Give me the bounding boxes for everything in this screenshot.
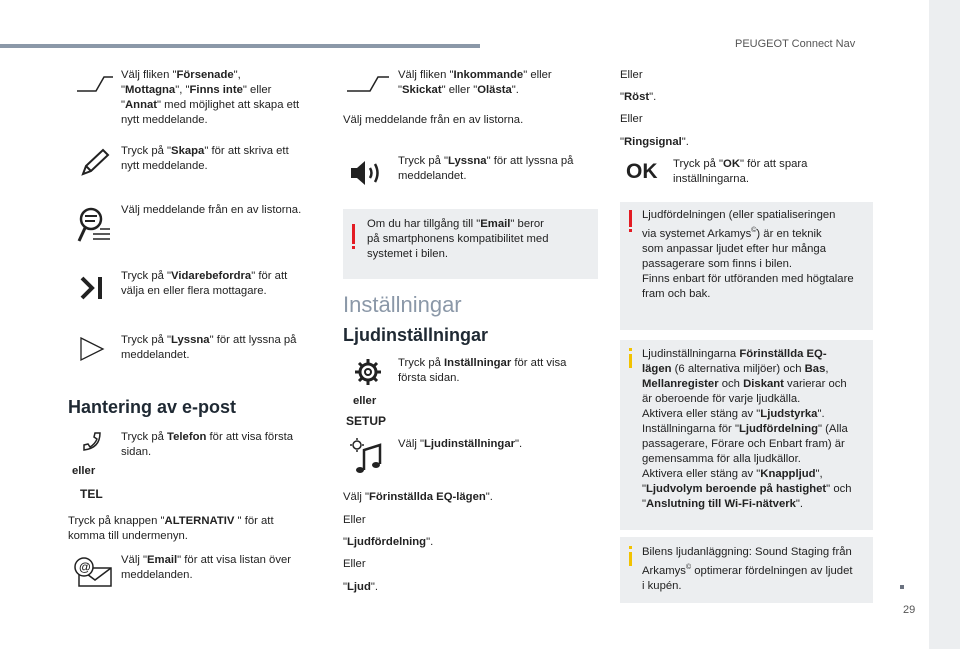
- svg-text:@: @: [79, 560, 91, 574]
- speaker-icon: [349, 158, 385, 188]
- col2-para-tabs: Välj fliken "Inkommande" eller "Skickat" eller "Olästa".: [398, 69, 552, 96]
- page-number: 29: [903, 604, 916, 616]
- tab-icon: [76, 74, 114, 94]
- warning-icon: [352, 224, 355, 244]
- tab-icon-2: [346, 74, 390, 94]
- col1-para-create: Tryck på "Skapa" för att skriva ett nytt meddelande.: [121, 145, 289, 172]
- col2-option-distribution: "Ljudfördelning".: [343, 536, 434, 548]
- tel-button-label: TEL: [80, 487, 103, 501]
- page-side-tab: [929, 0, 960, 649]
- note-arkamys-text: Ljudfördelningen (eller spatialiseringen via systemet Arkamys©) är en teknik som anpassar ljudet efter hur många passagerare som finns i bilen. Finns enbart för utföranden med högtalare fram och bak.: [642, 209, 854, 300]
- email-icon: [73, 556, 113, 588]
- col2-option-sound: "Ljud".: [343, 581, 379, 593]
- col1-para-tabs: Välj fliken "Försenade", "Mottagna", "Finns inte" eller "Annat" med möjlighet att skapa ett nytt meddelande.: [121, 69, 300, 126]
- or-text-1: Eller: [343, 514, 366, 526]
- header-rule: [0, 44, 480, 48]
- col1-para-listen: Tryck på "Lyssna" för att lyssna på meddelandet.: [121, 334, 297, 361]
- phone-icon: [80, 430, 104, 454]
- col1-para-phone: Tryck på Telefon för att visa första sidan.: [121, 431, 294, 458]
- note-email-text: Om du har tillgång till "Email" beror på smartphonens kompatibilitet med systemet i bilen.: [367, 218, 549, 260]
- note-email-compatibility: [343, 209, 598, 279]
- pencil-icon: [80, 148, 110, 176]
- or-label-2: eller: [353, 395, 377, 407]
- note-eq-text: Ljudinställningarna Förinställda EQ- lägen (6 alternativa miljöer) och Bas, Mellanregister och Diskant varierar och är oberoende för varje ljudkälla. Aktivera eller stäng av "Ljudstyrka". Inställningarna för "Ljudfördelning" (Alla passagerare, Förare och Enbart fram) är gemensamma för alla ljudkällor. Aktivera eller stäng av "Knappljud", "Ljudvolym beroende på hastighet" och "Anslutning till Wi-Fi-nätverk".: [642, 348, 852, 510]
- gear-icon: [354, 358, 382, 386]
- col2-para-listen: Tryck på "Lyssna" för att lyssna på meddelandet.: [398, 155, 574, 182]
- col2-para-settings: Tryck på Inställningar för att visa första sidan.: [398, 357, 567, 384]
- heading-settings: Inställningar: [343, 292, 462, 317]
- note-eq-settings: [620, 340, 873, 530]
- page-marker: [900, 585, 904, 589]
- info-icon-dot: [629, 348, 632, 351]
- or-label: eller: [72, 465, 96, 477]
- col1-para-email: Välj "Email" för att visa listan över meddelanden.: [121, 554, 292, 581]
- warning-icon-dot: [352, 246, 355, 249]
- heading-email: Hantering av e-post: [68, 397, 237, 417]
- info-icon: [629, 354, 632, 368]
- note-arkamys: [620, 202, 873, 330]
- info-icon-2-dot: [629, 546, 632, 549]
- col1-para-options: Tryck på knappen "ALTERNATIV " för att komma till undermenyn.: [68, 515, 274, 542]
- heading-sound-settings: Ljudinställningar: [343, 325, 489, 345]
- col3-option-voice: "Röst".: [620, 91, 657, 103]
- note-sound-staging-text: Bilens ljudanläggning: Sound Staging från Arkamys© optimerar fördelningen av ljudet i kupén.: [642, 546, 853, 592]
- col2-para-sound-settings: Välj "Ljudinställningar".: [398, 438, 523, 450]
- col2-para-select-message: Välj meddelande från en av listorna.: [343, 114, 524, 126]
- or-text-3: Eller: [620, 69, 643, 81]
- or-text-4: Eller: [620, 113, 643, 125]
- col1-para-select-message: Välj meddelande från en av listorna.: [121, 204, 302, 216]
- col3-para-ok: Tryck på "OK" för att spara inställningarna.: [673, 158, 808, 185]
- forward-icon: [80, 275, 108, 301]
- note-sound-staging: [620, 537, 873, 603]
- music-settings-icon: [350, 436, 384, 474]
- col2-para-eq: Välj "Förinställda EQ-lägen".: [343, 491, 493, 503]
- col1-para-forward: Tryck på "Vidarebefordra" för att välja en eller flera mottagare.: [121, 270, 288, 297]
- search-list-icon: [76, 206, 112, 244]
- or-text-2: Eller: [343, 558, 366, 570]
- setup-button-label: SETUP: [346, 414, 387, 428]
- warning-icon-2-dot: [629, 229, 632, 232]
- col3-option-ringtone: "Ringsignal".: [620, 136, 689, 148]
- warning-icon-2: [629, 210, 632, 227]
- running-header: PEUGEOT Connect Nav: [735, 38, 856, 50]
- ok-button-label: OK: [626, 160, 658, 183]
- play-icon: [78, 335, 106, 363]
- info-icon-2: [629, 552, 632, 566]
